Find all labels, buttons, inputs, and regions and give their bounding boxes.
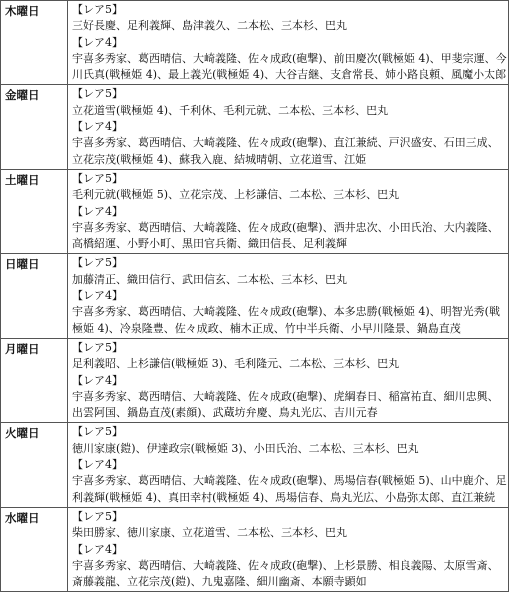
rarity-4-heading: 【レア4】	[72, 204, 123, 218]
rarity-5-heading: 【レア5】	[72, 3, 123, 16]
rarity-4-heading: 【レア4】	[72, 542, 123, 556]
rarity-5-list: 三好長慶、足利義輝、島津義久、二本松、三本杉、巴丸	[72, 19, 347, 33]
day-content	[68, 169, 509, 253]
day-content	[68, 254, 509, 338]
day-label: 火曜日	[1, 423, 68, 507]
day-content	[68, 507, 509, 591]
rarity-5-list: 加藤清正、織田信行、武田信玄、二本松、三本杉、巴丸	[72, 272, 347, 286]
day-label: 水曜日	[1, 507, 68, 591]
rarity-5-heading: 【レア5】	[72, 256, 123, 270]
day-content	[68, 1, 509, 85]
day-row-friday	[1, 85, 509, 169]
day-row-monday	[1, 338, 509, 422]
rarity-4-heading: 【レア4】	[72, 373, 123, 387]
rarity-4-heading: 【レア4】	[72, 289, 123, 303]
day-content	[68, 423, 509, 507]
rarity-4-list: 宇喜多秀家、葛西晴信、大崎義隆、佐々成政(砲撃)、本多忠勝(戦極姫 4)、明智光秀(戦極姫 4)、冷泉隆豊、佐々成政、楠木正成、竹中半兵衛、小早川隆景、鍋島直茂	[72, 305, 500, 335]
day-row-sunday	[1, 254, 509, 338]
rarity-5-list: 徳川家康(鎧)、伊達政宗(戦極姫 3)、小田氏治、二本松、三本杉、巴丸	[72, 441, 419, 455]
rarity-5-heading: 【レア5】	[72, 171, 123, 185]
rarity-4-list: 宇喜多秀家、葛西晴信、大崎義隆、佐々成政(砲撃)、馬場信春(戦極姫 5)、山中鹿介、足利義輝(戦極姫 4)、真田幸村(戦極姫 4)、馬場信春、鳥丸光広、小島弥太郎、直江兼続	[72, 474, 507, 504]
rarity-5-list: 毛利元就(戦極姫 5)、立花宗茂、上杉謙信、二本松、三本杉、巴丸	[72, 188, 400, 202]
day-content	[68, 338, 509, 422]
day-row-thursday	[1, 1, 509, 85]
day-label: 金曜日	[1, 85, 68, 169]
day-label: 月曜日	[1, 338, 68, 422]
rarity-5-heading: 【レア5】	[72, 87, 123, 101]
rarity-4-list: 宇喜多秀家、葛西晴信、大崎義隆、佐々成政(砲撃)、酒井忠次、小田氏治、大内義隆、高橋紹運、小野小町、黒田官兵衛、織田信長、足利義輝	[72, 220, 499, 251]
rarity-4-list: 宇喜多秀家、葛西晴信、大崎義隆、佐々成政(砲撃)、前田慶次(戦極姫 4)、甲斐宗運、今川氏真(戦極姫 4)、最上義光(戦極姫 4)、大谷吉継、支倉常長、姉小路良頼、風魔小太郎	[72, 51, 507, 82]
rarity-5-list: 足利義昭、上杉謙信(戦極姫 3)、毛利隆元、二本松、三本杉、巴丸	[72, 357, 400, 371]
rarity-5-heading: 【レア5】	[72, 340, 123, 354]
rarity-5-heading: 【レア5】	[72, 509, 123, 523]
day-label: 木曜日	[1, 1, 68, 85]
rarity-4-list: 宇喜多秀家、葛西晴信、大崎義隆、佐々成政(砲撃)、上杉景勝、相良義陽、太原雪斎、斎藤義龍、立花宗茂(鎧)、九鬼嘉隆、細川幽斎、本願寺顕如	[72, 558, 499, 589]
rarity-4-list: 宇喜多秀家、葛西晴信、大崎義隆、佐々成政(砲撃)、虎綱春日、稲富祐直、細川忠興、出雲阿国、鍋島直茂(素顔)、武蔵坊弁慶、鳥丸光広、吉川元春	[72, 389, 499, 420]
day-label: 土曜日	[1, 169, 68, 253]
day-row-tuesday	[1, 423, 509, 507]
rarity-5-heading: 【レア5】	[72, 425, 123, 439]
day-label: 日曜日	[1, 254, 68, 338]
rarity-5-list: 柴田勝家、徳川家康、立花道雪、二本松、三本杉、巴丸	[72, 526, 347, 540]
rarity-4-heading: 【レア4】	[72, 458, 123, 472]
rarity-4-list: 宇喜多秀家、葛西晴信、大崎義隆、佐々成政(砲撃)、直江兼続、戸沢盛安、石田三成、立花宗茂(戦極姫 4)、蘇我入鹿、結城晴朝、立花道雪、江姫	[72, 136, 499, 166]
rarity-4-heading: 【レア4】	[72, 120, 123, 134]
day-row-saturday	[1, 169, 509, 253]
day-row-wednesday	[1, 507, 509, 591]
rarity-4-heading: 【レア4】	[72, 35, 123, 49]
rarity-5-list: 立花道雪(戦極姫 4)、千利休、毛利元就、二本松、三本杉、巴丸	[72, 103, 389, 117]
day-content	[68, 85, 509, 169]
